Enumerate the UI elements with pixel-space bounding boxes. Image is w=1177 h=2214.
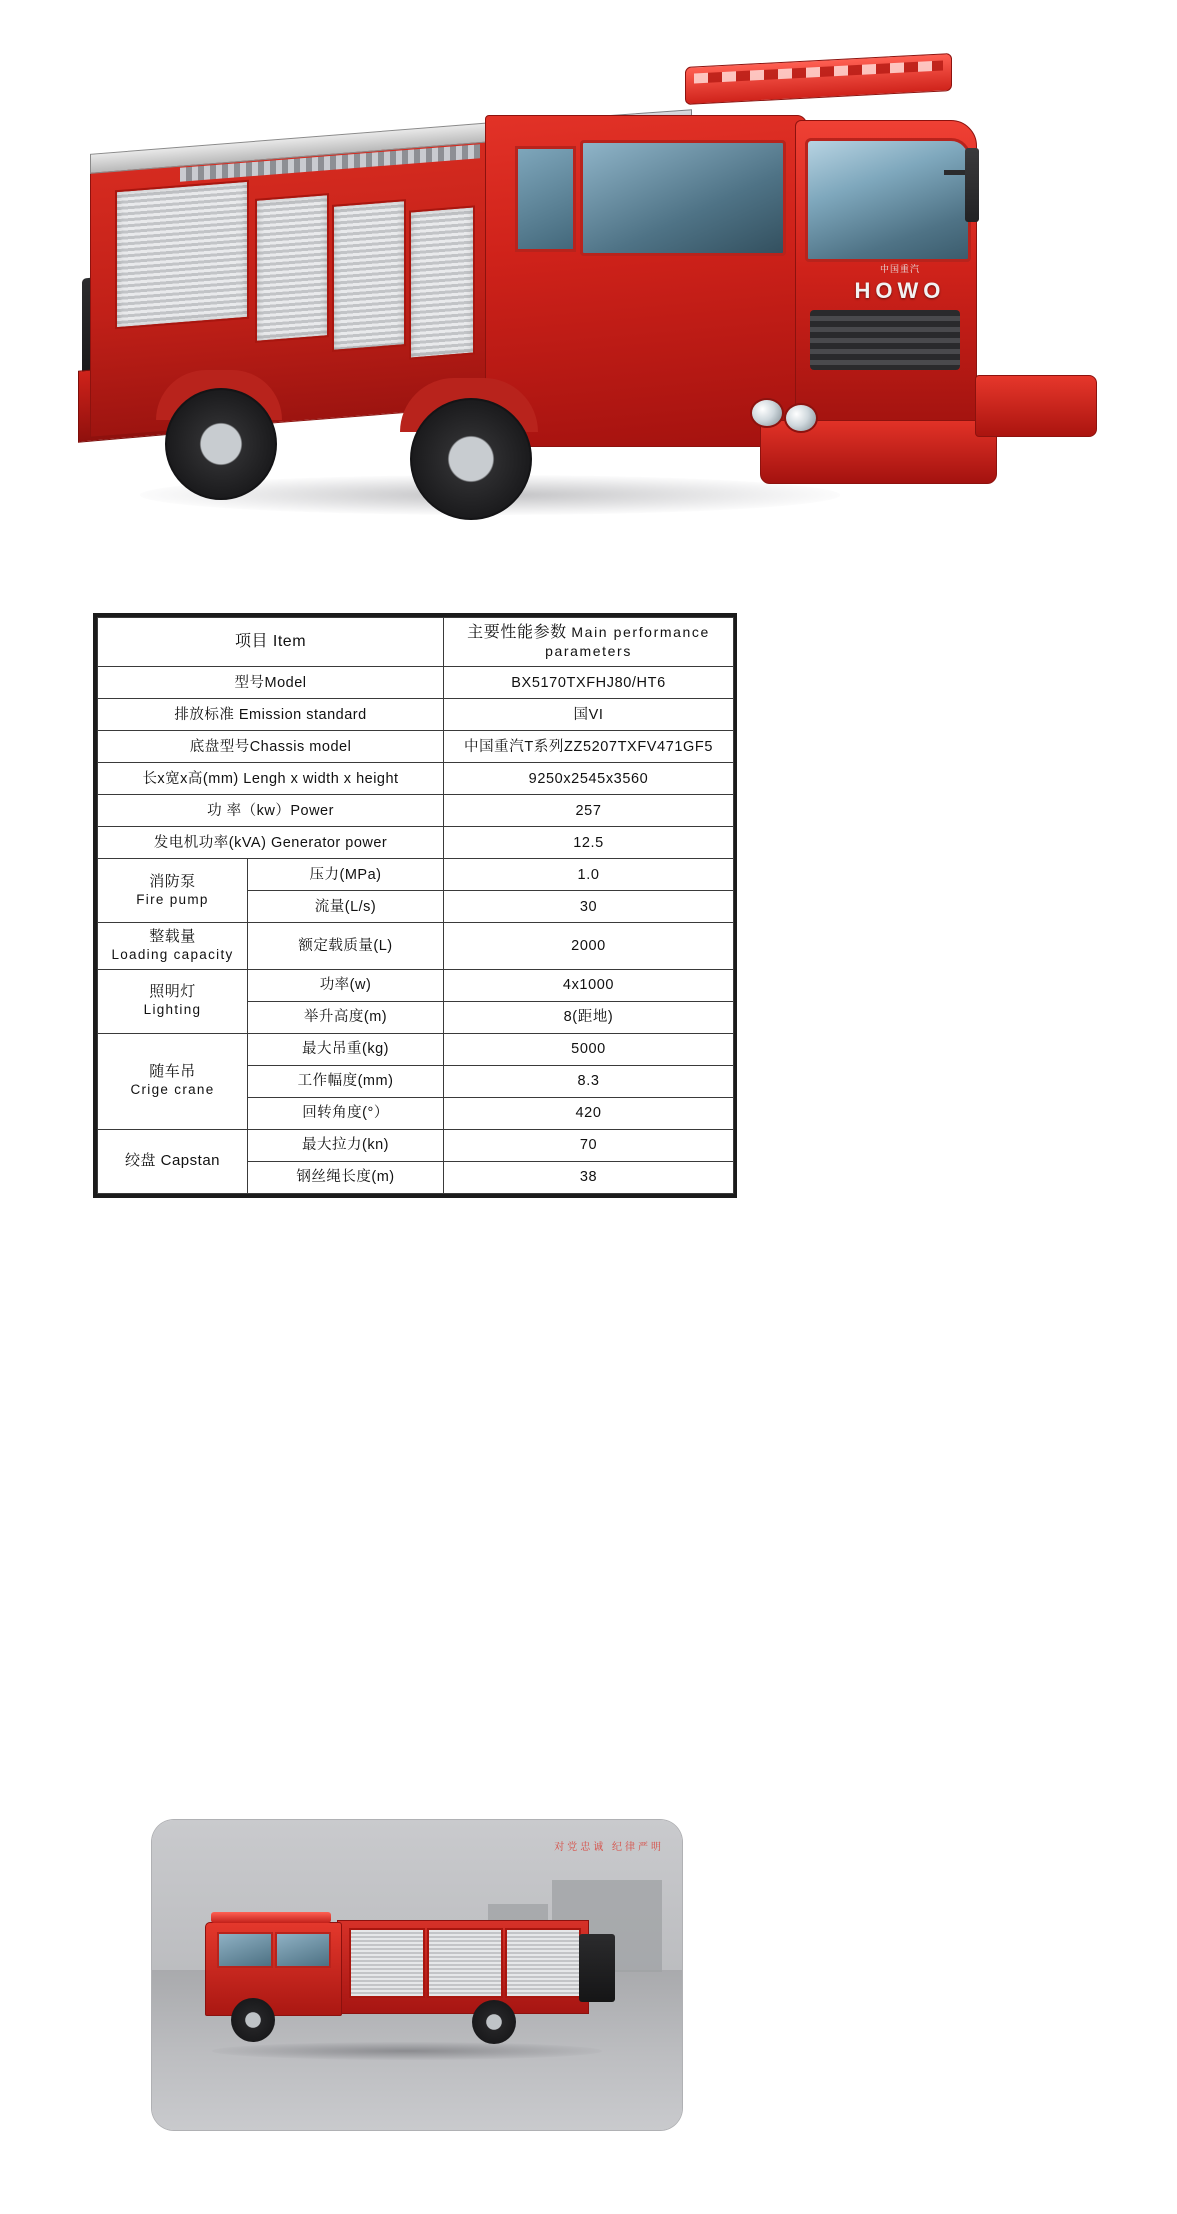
hero-stage <box>60 20 1120 580</box>
headlight-left <box>750 398 784 428</box>
roller-shutter-3 <box>505 1928 581 1998</box>
row-value: 9250x2545x3560 <box>444 763 734 795</box>
group-label-en: Lighting <box>143 1002 202 1018</box>
table-header-row <box>98 618 734 667</box>
roller-shutter-4 <box>409 205 475 359</box>
group-label-cn: 消防泵 <box>149 872 196 890</box>
row-sublabel: 最大拉力(kn) <box>248 1129 444 1161</box>
front-grille <box>810 310 960 370</box>
header-params-cell <box>444 618 734 667</box>
table-row <box>98 859 734 891</box>
table-row <box>98 827 734 859</box>
roller-shutter-2 <box>255 193 329 343</box>
row-sublabel: 回转角度(°） <box>248 1097 444 1129</box>
table-row <box>98 969 734 1001</box>
row-sublabel: 功率(w) <box>248 969 444 1001</box>
front-wheel <box>410 398 532 520</box>
group-label-en: Loading capacity <box>111 946 234 962</box>
hero-product-photo <box>0 0 1177 600</box>
group-label-loading-capacity <box>98 923 248 970</box>
row-value: 70 <box>444 1129 734 1161</box>
group-label-cn: 照明灯 <box>149 983 196 1001</box>
header-params-en: Main performance parameters <box>545 624 710 659</box>
group-label-capstan <box>98 1129 248 1193</box>
roller-shutter-1 <box>115 180 249 330</box>
cab-window-front <box>217 1932 273 1968</box>
brand-sub-text: 中国重汽 <box>879 264 920 274</box>
row-label: 排放标准 Emission standard <box>98 699 444 731</box>
spec-table <box>97 617 734 1194</box>
roller-shutter-1 <box>349 1928 425 1998</box>
rear-wheel <box>165 388 277 500</box>
secondary-product-photo <box>152 1820 682 2130</box>
row-sublabel: 举升高度(m) <box>248 1001 444 1033</box>
group-label-lighting <box>98 969 248 1033</box>
table-row <box>98 667 734 699</box>
header-item-label: 项目 Item <box>234 633 307 651</box>
emergency-light-bar <box>211 1912 331 1923</box>
row-label: 型号Model <box>98 667 444 699</box>
rear-side-window <box>515 146 576 252</box>
side-window <box>580 140 786 256</box>
headlight-right <box>784 403 818 433</box>
row-sublabel: 钢丝绳长度(m) <box>248 1161 444 1193</box>
table-row <box>98 1033 734 1065</box>
row-value: BX5170TXFHJ80/HT6 <box>444 667 734 699</box>
row-sublabel: 额定载质量(L) <box>248 923 444 970</box>
row-sublabel: 工作幅度(mm) <box>248 1065 444 1097</box>
row-sublabel: 流量(L/s) <box>248 891 444 923</box>
group-label-en: Crige crane <box>130 1082 215 1098</box>
group-label-cn: 随车吊 <box>149 1063 196 1081</box>
roller-shutter-2 <box>427 1928 503 1998</box>
group-label-en: Fire pump <box>136 891 209 907</box>
rear-wheel <box>472 2000 516 2044</box>
table-row <box>98 763 734 795</box>
table-row <box>98 923 734 970</box>
row-value: 5000 <box>444 1033 734 1065</box>
row-value: 420 <box>444 1097 734 1129</box>
front-wheel <box>231 1998 275 2042</box>
group-label-fire-pump <box>98 859 248 923</box>
banner-text: 对党忠诚 纪律严明 <box>554 1842 664 1853</box>
group-label-cn: 绞盘 Capstan <box>124 1151 221 1169</box>
row-value: 8(距地) <box>444 1001 734 1033</box>
row-label: 长x宽x高(mm) Lengh x width x height <box>98 763 444 795</box>
header-item-cell <box>98 618 444 667</box>
table-row <box>98 731 734 763</box>
row-value: 中国重汽T系列ZZ5207TXFV471GF5 <box>444 731 734 763</box>
row-value: 30 <box>444 891 734 923</box>
fire-truck-illustration <box>60 20 1120 580</box>
row-value: 38 <box>444 1161 734 1193</box>
table-row <box>98 795 734 827</box>
row-value: 12.5 <box>444 827 734 859</box>
row-sublabel: 最大吊重(kg) <box>248 1033 444 1065</box>
table-row <box>98 1129 734 1161</box>
cab-window-rear <box>275 1932 331 1968</box>
side-mirror <box>965 148 979 222</box>
row-value: 1.0 <box>444 859 734 891</box>
group-label-crane <box>98 1033 248 1129</box>
row-sublabel: 压力(MPa) <box>248 859 444 891</box>
row-value: 8.3 <box>444 1065 734 1097</box>
row-label: 底盘型号Chassis model <box>98 731 444 763</box>
brand-text: HOWO <box>854 278 946 303</box>
group-label-cn: 整载量 <box>149 928 196 946</box>
table-row <box>98 699 734 731</box>
row-value: 2000 <box>444 923 734 970</box>
fire-truck-side-illustration <box>187 1912 627 2052</box>
side-step-box <box>975 375 1097 437</box>
windshield <box>805 138 971 262</box>
row-value: 257 <box>444 795 734 827</box>
spec-table-container <box>93 613 737 1198</box>
emergency-light-bar <box>685 53 952 105</box>
header-params-cn: 主要性能参数 <box>467 624 567 641</box>
row-label: 功 率（kw）Power <box>98 795 444 827</box>
roller-shutter-3 <box>332 199 406 352</box>
row-value: 4x1000 <box>444 969 734 1001</box>
rear-crane <box>579 1934 615 2002</box>
row-value: 国VI <box>444 699 734 731</box>
row-label: 发电机功率(kVA) Generator power <box>98 827 444 859</box>
